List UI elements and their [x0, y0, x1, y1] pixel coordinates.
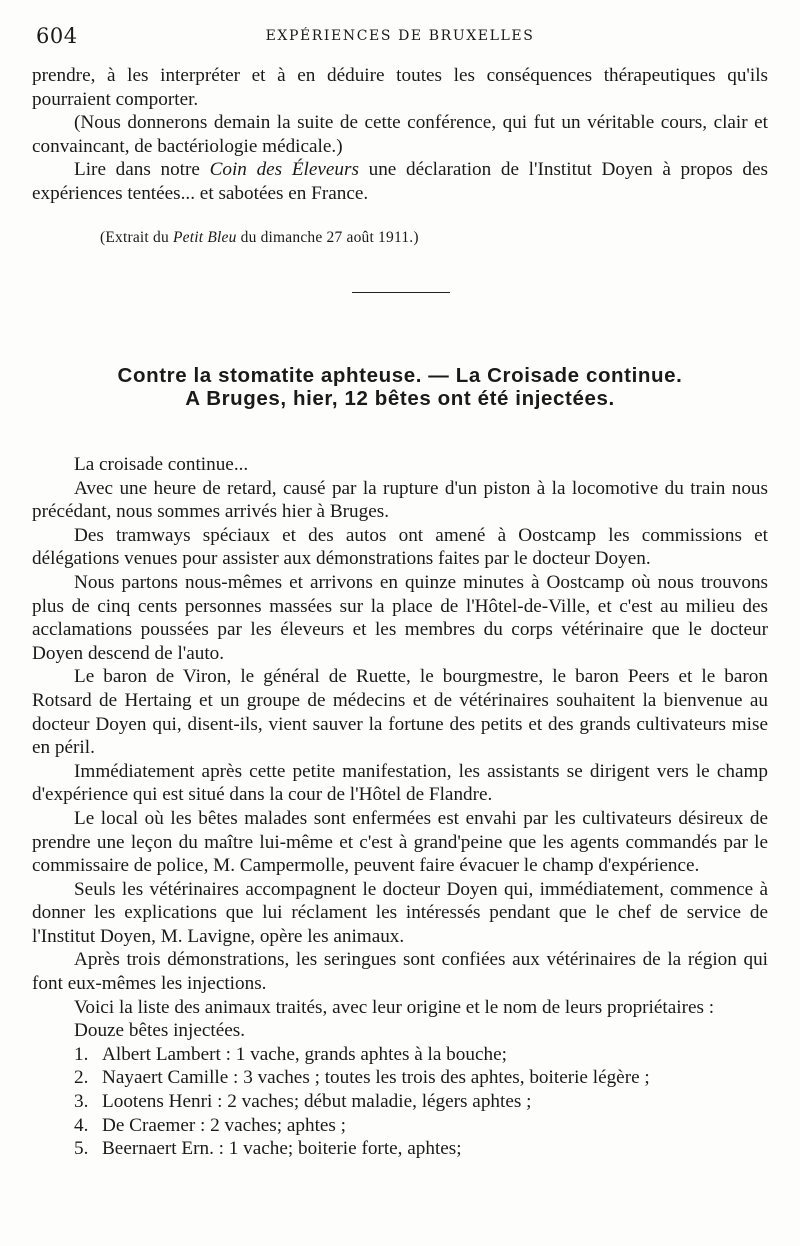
source-citation — [100, 229, 419, 247]
article-paragraph: Immédiatement après cette petite manifestation, les assistants se dirigent vers le champ d'expérience qui est situé dans la cour de l'Hôtel de Flandre. — [32, 760, 768, 806]
article-heading-line-2: A Bruges, hier, 12 bêtes ont été injectées. — [185, 387, 615, 410]
article-paragraph: Seuls les vétérinaires accompagnent le docteur Doyen qui, immédiatement, commence à donner les explications que lui réclament les intéressés pendant que le chef de service de l'Institut Doyen, M. Lavigne, opère les animaux. — [32, 878, 768, 947]
list-item — [32, 1090, 768, 1114]
list-item-number: 5. — [74, 1138, 89, 1160]
article-heading-line-1: Contre la stomatite aphteuse. — La Croisade continue. — [117, 364, 683, 387]
article-body — [32, 453, 768, 1161]
list-item-text: Beernaert Ern. : 1 vache; boiterie forte, aphtes; — [102, 1138, 462, 1160]
article-paragraph: Voici la liste des animaux traités, avec leur origine et le nom de leurs propriétaires : — [74, 996, 715, 1018]
intro-paragraph: (Nous donnerons demain la suite de cette conférence, qui fut un véritable cours, clair et convaincant, de bactériologie médicale.) — [32, 112, 768, 157]
coin-des-eleveurs-paragraph — [32, 158, 768, 205]
list-item-number: 2. — [74, 1067, 89, 1089]
intro-text — [32, 64, 768, 206]
list-item — [32, 1114, 768, 1138]
list-item-number: 4. — [74, 1114, 89, 1136]
source-after: du dimanche 27 août 1911.) — [236, 229, 419, 246]
article-paragraph: Nous partons nous-mêmes et arrivons en quinze minutes à Oostcamp où nous trouvons plus de cinq cents personnes massées sur la place de l'Hôtel-de-Ville, et c'est au milieu des acclamations poussées par les éleveurs et les membres du corps vétérinaire que le docteur Doyen descend de l'auto. — [32, 571, 768, 664]
coin-title: Coin des Éleveurs — [209, 159, 359, 181]
list-item-text: Lootens Henri : 2 vaches; début maladie, légers aphtes ; — [102, 1091, 532, 1113]
running-head — [30, 24, 770, 50]
section-divider — [352, 292, 450, 293]
page-number: 604 — [36, 24, 78, 48]
list-item-number: 1. — [74, 1043, 89, 1065]
list-item-text: Nayaert Camille : 3 vaches ; toutes les trois des aphtes, boiterie légère ; — [102, 1067, 650, 1089]
source-publication: Petit Bleu — [173, 229, 237, 246]
article-paragraph: Le local où les bêtes malades sont enfermées est envahi par les cultivateurs désireux de prendre une leçon du maître lui-même et c'est à grand'peine que les agents commandés par le commissaire de police, M. Campermolle, peuvent faire évacuer le champ d'expérience. — [32, 807, 768, 877]
list-intro: Douze bêtes injectées. — [74, 1020, 246, 1042]
article-paragraph: Avec une heure de retard, causé par la rupture d'un piston à la locomotive du train nous précédant, nous sommes arrivés hier à Bruges. — [32, 477, 768, 523]
list-item — [32, 1043, 768, 1067]
list-item-text: Albert Lambert : 1 vache, grands aphtes à la bouche; — [102, 1043, 507, 1065]
list-item — [32, 1066, 768, 1090]
list-item — [32, 1137, 768, 1161]
list-item-text: De Craemer : 2 vaches; aphtes ; — [102, 1114, 347, 1136]
article-paragraph: Après trois démonstrations, les seringues sont confiées aux vétérinaires de la région qui font eux-mêmes les injections. — [32, 949, 768, 995]
article-paragraph: Le baron de Viron, le général de Ruette, le bourgmestre, le baron Peers et le baron Rotsard de Hertaing et un groupe de médecins et de vétérinaires souhaitent la bienvenue au docteur Doyen qui, disent-ils, vient sauver la fortune des petits et des grands cultivateurs mise en péril. — [32, 666, 768, 759]
coin-text-after: une déclaration de l'Institut Doyen à propos des expériences tentées... et sabotées en France. — [32, 159, 768, 204]
animal-list — [32, 1019, 768, 1161]
intro-paragraph: prendre, à les interpréter et à en déduire toutes les conséquences thérapeutiques qu'ils pourraient comporter. — [32, 65, 768, 110]
running-title: EXPÉRIENCES DE BRUXELLES — [265, 28, 535, 44]
source-before: (Extrait du — [100, 229, 173, 246]
list-item-number: 3. — [74, 1091, 89, 1113]
article-paragraph: La croisade continue... — [74, 454, 249, 475]
article-paragraph: Des tramways spéciaux et des autos ont amené à Oostcamp les commissions et délégations venues pour assister aux démonstrations faites par le docteur Doyen. — [32, 524, 768, 570]
coin-text-before: Lire dans notre — [74, 159, 210, 181]
